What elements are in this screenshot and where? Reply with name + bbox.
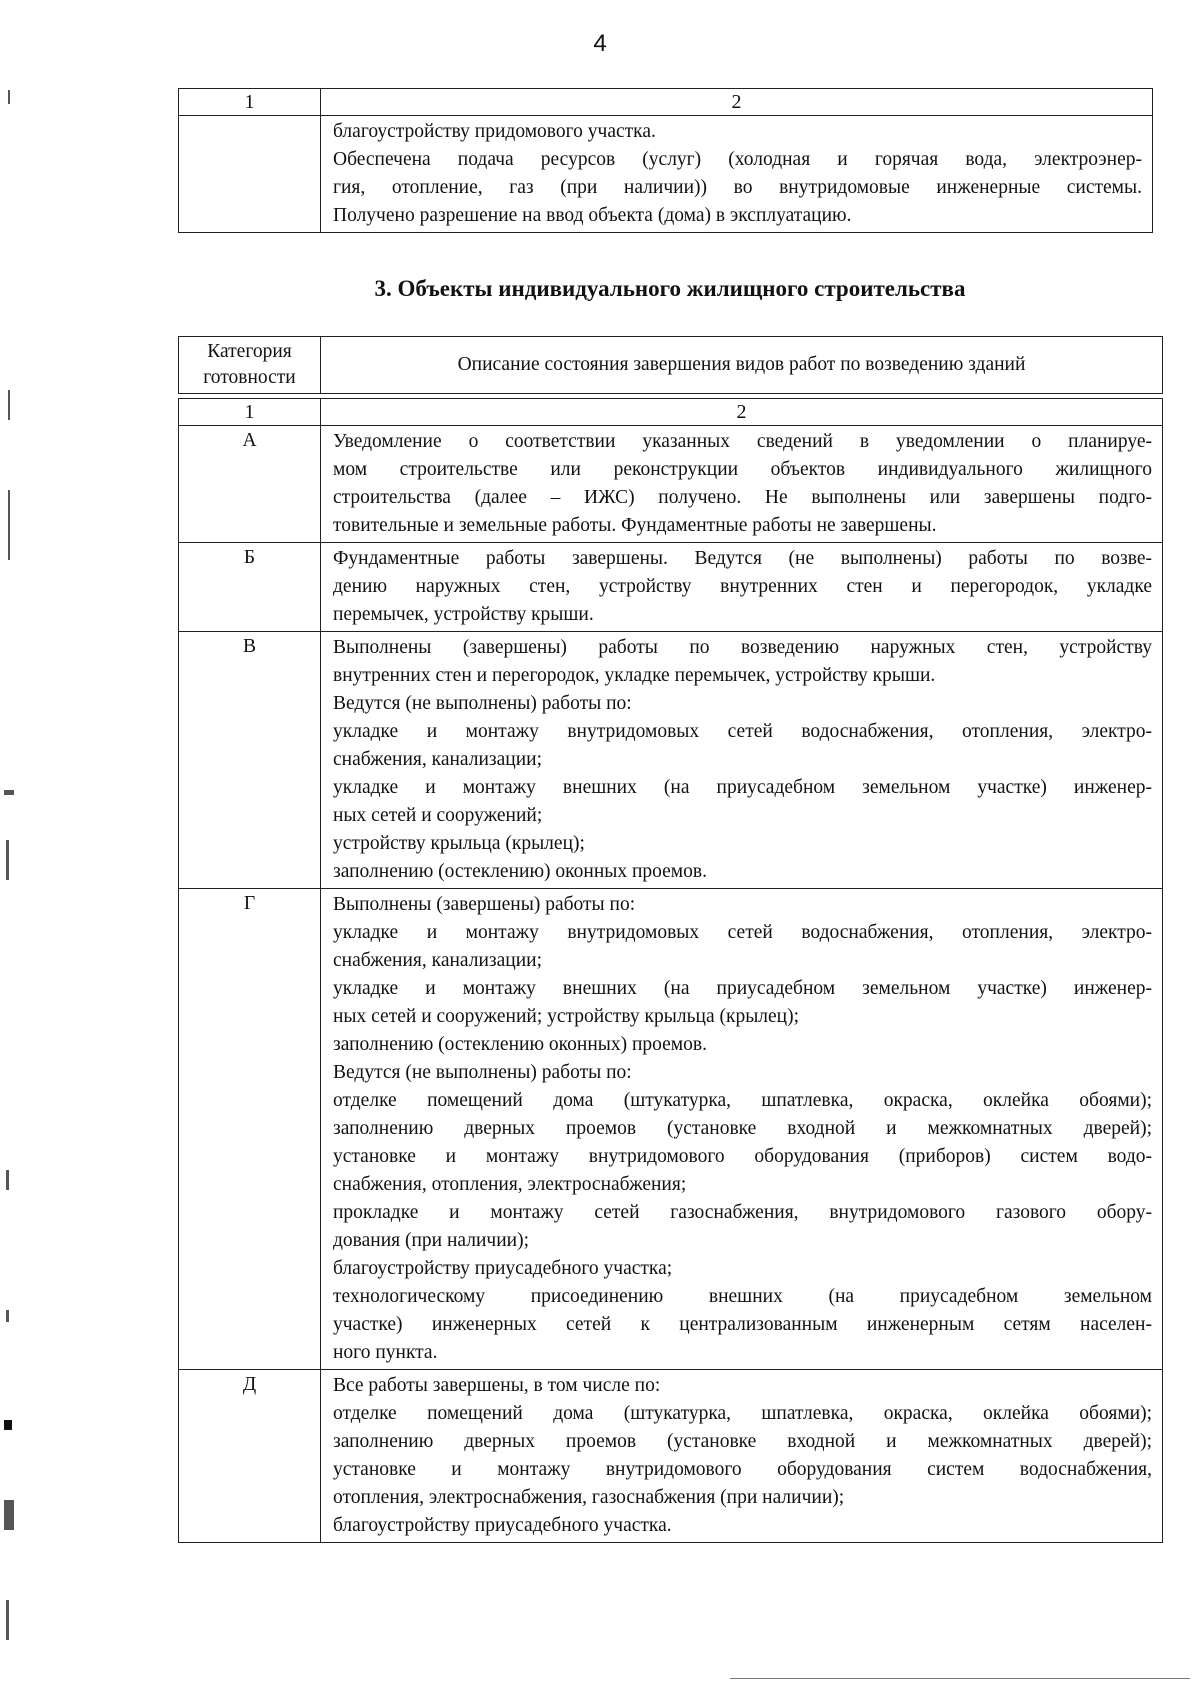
description-line: снабжения, канализации; xyxy=(333,749,542,770)
category-cell xyxy=(179,116,321,233)
description-line: ного пункта. xyxy=(333,1342,438,1363)
description-line: отопления, электроснабжения, газоснабжения (при наличии); xyxy=(333,1487,845,1508)
category-cell: А xyxy=(179,426,321,543)
description-line: установке и монтажу внутридомового оборудования (приборов) систем водо- xyxy=(333,1146,1152,1167)
description-line: внутренних стен и перегородок, укладке перемычек, устройству крыши. xyxy=(333,665,936,686)
table-row xyxy=(179,543,1163,632)
scan-margin-artifacts xyxy=(0,0,40,1697)
description-line: Выполнены (завершены) работы по возведению наружных стен, устройству xyxy=(333,637,1152,658)
description-cell xyxy=(321,889,1163,1370)
continuation-table xyxy=(178,88,1153,233)
description-line: установке и монтажу внутридомового оборудования систем водоснабжения, xyxy=(333,1459,1152,1480)
description-cell xyxy=(321,632,1163,889)
description-line: благоустройству придомового участка. xyxy=(333,121,656,142)
category-cell: В xyxy=(179,632,321,889)
table-header-row xyxy=(179,337,1163,394)
description-line: отделке помещений дома (штукатурка, шпатлевка, окраска, оклейка обоями); xyxy=(333,1403,1152,1424)
column-number-2: 2 xyxy=(321,399,1163,426)
page-number: 4 xyxy=(593,30,607,57)
description-line: заполнению (остеклению оконных) проемов. xyxy=(333,1034,707,1055)
header-category: Категория готовности xyxy=(179,337,321,394)
description-line: Уведомление о соответствии указанных сведений в уведомлении о планируе- xyxy=(333,431,1152,452)
column-number-1: 1 xyxy=(179,399,321,426)
description-line: строительства (далее – ИЖС) получено. Не выполнены или завершены подго- xyxy=(333,487,1152,508)
description-line: заполнению (остеклению) оконных проемов. xyxy=(333,861,707,882)
description-line: прокладке и монтажу сетей газоснабжения, внутридомового газового обору- xyxy=(333,1202,1152,1223)
description-line: укладке и монтажу внутридомовых сетей водоснабжения, отопления, электро- xyxy=(333,721,1152,742)
description-line: перемычек, устройству крыши. xyxy=(333,604,594,625)
description-line: укладке и монтажу внешних (на приусадебном земельном участке) инженер- xyxy=(333,777,1152,798)
description-line: Обеспечена подача ресурсов (услуг) (холодная и горячая вода, электроэнер- xyxy=(333,149,1142,170)
category-cell: Д xyxy=(179,1370,321,1543)
description-line: заполнению дверных проемов (установке входной и межкомнатных дверей); xyxy=(333,1431,1152,1452)
column-number-2: 2 xyxy=(321,89,1153,116)
description-line: гия, отопление, газ (при наличии)) во внутридомовые инженерные системы. xyxy=(333,177,1142,198)
description-line: укладке и монтажу внешних (на приусадебном земельном участке) инженер- xyxy=(333,978,1152,999)
description-line: укладке и монтажу внутридомовых сетей водоснабжения, отопления, электро- xyxy=(333,922,1152,943)
description-line: благоустройству приусадебного участка; xyxy=(333,1258,673,1279)
description-line: Получено разрешение на ввод объекта (дома) в эксплуатацию. xyxy=(333,205,852,226)
description-line: устройству крыльца (крылец); xyxy=(333,833,585,854)
description-line: Фундаментные работы завершены. Ведутся (не выполнены) работы по возве- xyxy=(333,548,1152,569)
description-cell xyxy=(321,426,1163,543)
table-row xyxy=(179,1370,1163,1543)
description-line: снабжения, канализации; xyxy=(333,950,542,971)
description-line: мом строительстве или реконструкции объектов индивидуального жилищного xyxy=(333,459,1152,480)
description-line: отделке помещений дома (штукатурка, шпатлевка, окраска, оклейка обоями); xyxy=(333,1090,1152,1111)
description-line: технологическому присоединению внешних (на приусадебном земельном xyxy=(333,1286,1152,1307)
description-line: Выполнены (завершены) работы по: xyxy=(333,894,636,915)
column-number-1: 1 xyxy=(179,89,321,116)
description-line: дования (при наличии); xyxy=(333,1230,529,1251)
table-row xyxy=(179,632,1163,889)
section-title: 3. Объекты индивидуального жилищного строительства xyxy=(374,276,966,301)
description-line: снабжения, отопления, электроснабжения; xyxy=(333,1174,687,1195)
description-line: дению наружных стен, устройству внутренних стен и перегородок, укладке xyxy=(333,576,1152,597)
description-line: благоустройству приусадебного участка. xyxy=(333,1515,672,1536)
description-line: ных сетей и сооружений; xyxy=(333,805,543,826)
table-number-row xyxy=(179,399,1163,426)
description-line: ных сетей и сооружений; устройству крыльца (крылец); xyxy=(333,1006,800,1027)
description-line: участке) инженерных сетей к централизованным инженерным сетям населен- xyxy=(333,1314,1152,1335)
description-line: Ведутся (не выполнены) работы по: xyxy=(333,1062,632,1083)
category-cell: Б xyxy=(179,543,321,632)
description-cell xyxy=(321,1370,1163,1543)
table-row xyxy=(179,426,1163,543)
description-line: Ведутся (не выполнены) работы по: xyxy=(333,693,632,714)
description-line: заполнению дверных проемов (установке входной и межкомнатных дверей); xyxy=(333,1118,1152,1139)
description-cell xyxy=(321,543,1163,632)
bottom-divider xyxy=(730,1678,1190,1679)
table-row xyxy=(179,889,1163,1370)
header-description: Описание состояния завершения видов работ по возведению зданий xyxy=(321,337,1163,394)
table-number-row xyxy=(179,89,1153,116)
description-line: товительные и земельные работы. Фундаментные работы не завершены. xyxy=(333,515,937,536)
description-line: Все работы завершены, в том числе по: xyxy=(333,1375,661,1396)
description-cell xyxy=(321,116,1153,233)
category-cell: Г xyxy=(179,889,321,1370)
table-row xyxy=(179,116,1153,233)
readiness-category-table xyxy=(178,336,1163,1543)
